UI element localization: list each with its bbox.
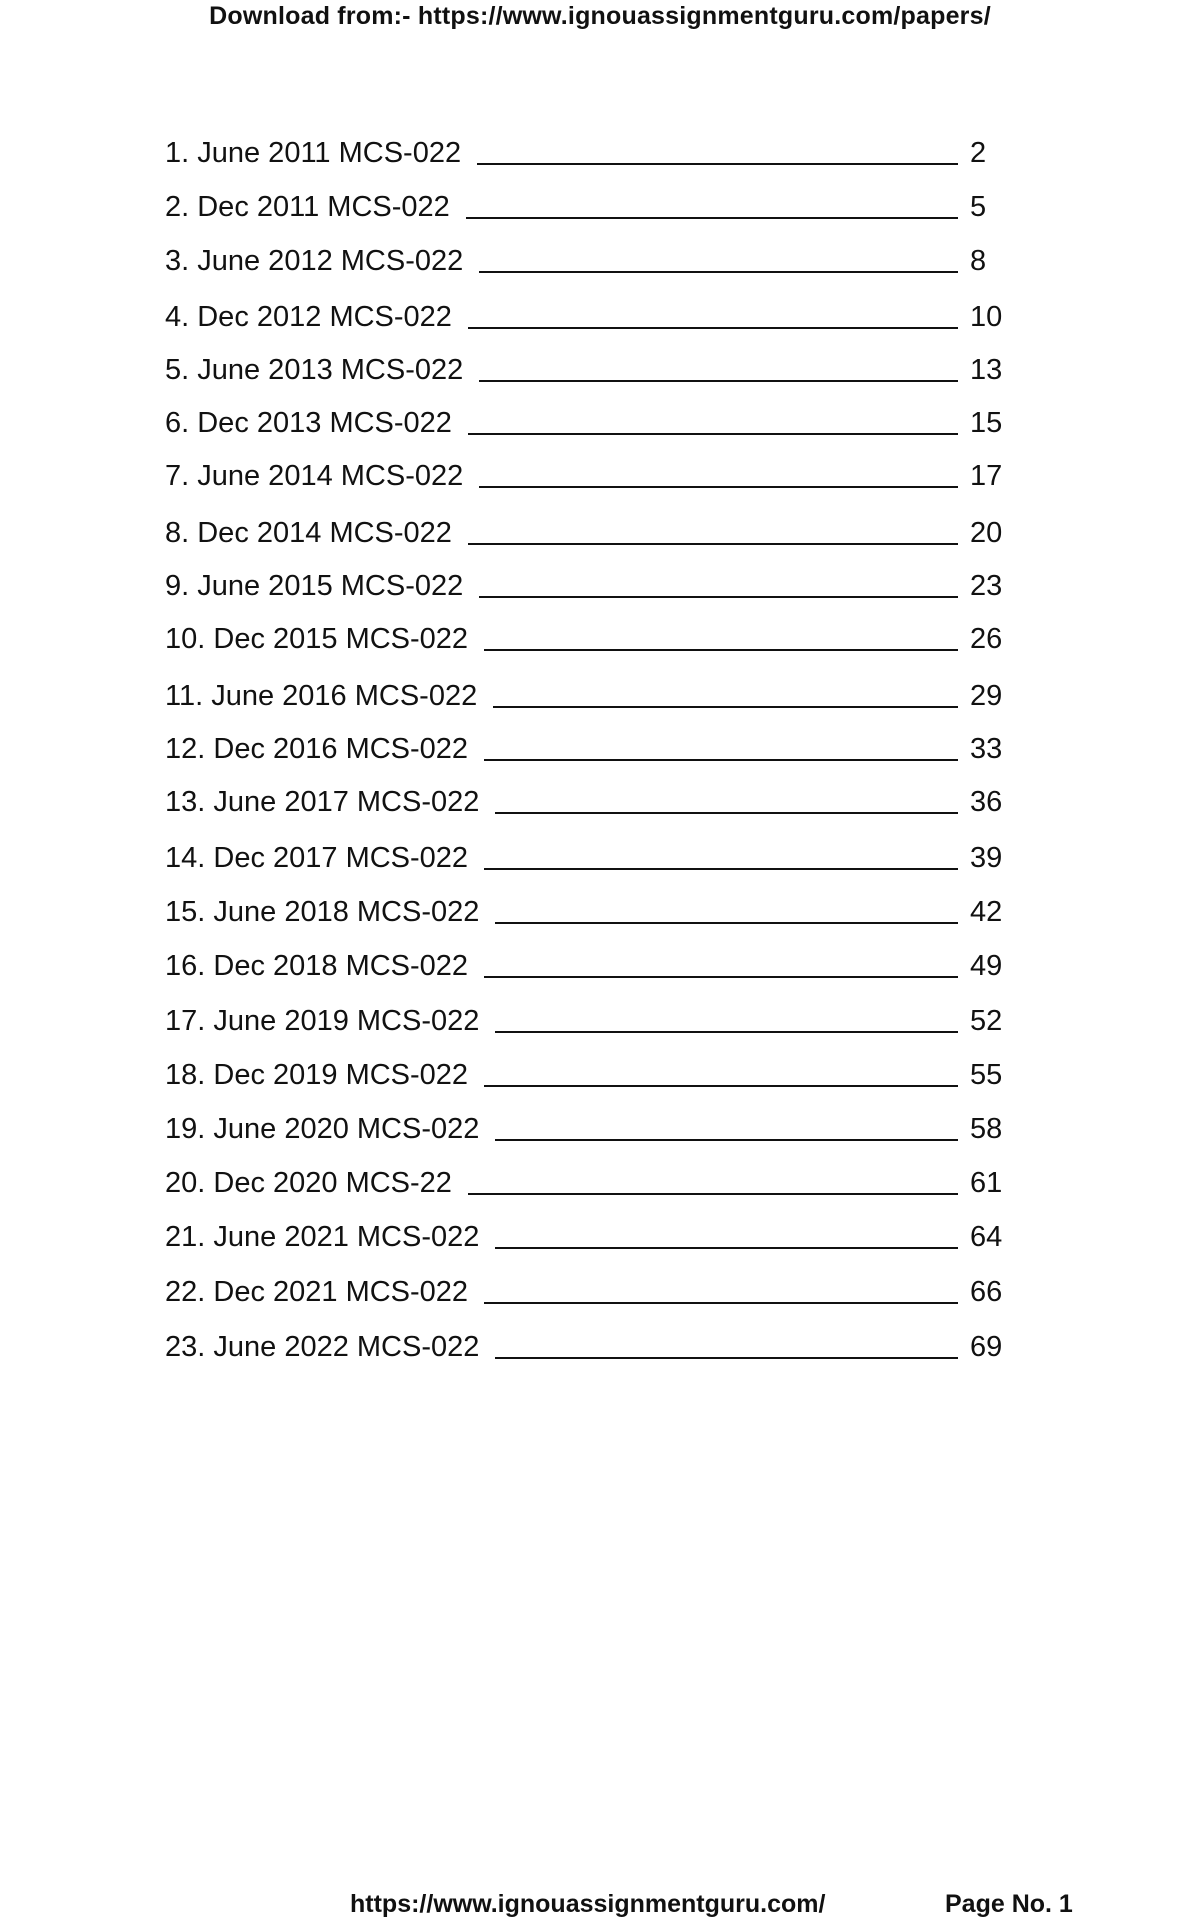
toc-entry-page: 5 (970, 191, 987, 223)
toc-entry[interactable] (165, 779, 1020, 819)
toc-leader-line (484, 759, 958, 761)
toc-entry[interactable] (165, 1324, 1020, 1364)
page-footer (0, 1890, 1200, 1920)
toc-entry[interactable] (165, 835, 1020, 875)
toc-entry[interactable] (165, 238, 1020, 278)
toc-entry-page: 49 (970, 950, 1003, 982)
toc-entry-label: 13. June 2017 MCS-022 (165, 786, 480, 818)
toc-entry-page: 2 (970, 137, 987, 169)
toc-entry-page: 69 (970, 1331, 1003, 1363)
toc-leader-line (484, 976, 958, 978)
toc-entry-label: 18. Dec 2019 MCS-022 (165, 1059, 469, 1091)
toc-entry-label: 15. June 2018 MCS-022 (165, 896, 480, 928)
toc-leader-line (468, 1193, 958, 1195)
toc-entry-page: 33 (970, 733, 1003, 765)
toc-entry-label: 5. June 2013 MCS-022 (165, 354, 464, 386)
toc-leader-line (468, 433, 958, 435)
toc-entry-label: 6. Dec 2013 MCS-022 (165, 407, 452, 439)
toc-leader-line (484, 649, 958, 651)
toc-entry[interactable] (165, 673, 1020, 713)
toc-leader-line (479, 596, 958, 598)
toc-leader-line (484, 868, 958, 870)
toc-entry-page: 23 (970, 570, 1003, 602)
toc-leader-line (477, 163, 958, 165)
toc-entry[interactable] (165, 1052, 1020, 1092)
toc-entry-page: 29 (970, 680, 1003, 712)
toc-entry-label: 22. Dec 2021 MCS-022 (165, 1276, 469, 1308)
toc-entry-label: 21. June 2021 MCS-022 (165, 1221, 480, 1253)
toc-entry-page: 66 (970, 1276, 1003, 1308)
header-download-link[interactable]: Download from:- https://www.ignouassignmentguru.com/papers/ (209, 2, 991, 30)
toc-entry[interactable] (165, 1160, 1020, 1200)
toc-entry[interactable] (165, 563, 1020, 603)
toc-entry-page: 20 (970, 517, 1003, 549)
toc-entry-page: 58 (970, 1113, 1003, 1145)
toc-entry-page: 52 (970, 1005, 1003, 1037)
toc-entry-page: 10 (970, 301, 1003, 333)
toc-entry-page: 15 (970, 407, 1003, 439)
toc-entry[interactable] (165, 1214, 1020, 1254)
toc-leader-line (493, 706, 958, 708)
toc-entry-page: 26 (970, 623, 1003, 655)
toc-entry[interactable] (165, 616, 1020, 656)
toc-leader-line (495, 1031, 958, 1033)
toc-entry-label: 20. Dec 2020 MCS-22 (165, 1167, 452, 1199)
toc-leader-line (468, 543, 958, 545)
toc-entry-label: 12. Dec 2016 MCS-022 (165, 733, 469, 765)
toc-entry[interactable] (165, 400, 1020, 440)
toc-entry[interactable] (165, 184, 1020, 224)
toc-entry-page: 39 (970, 842, 1003, 874)
toc-entry[interactable] (165, 130, 1020, 170)
toc-entry-label: 8. Dec 2014 MCS-022 (165, 517, 452, 549)
toc-leader-line (479, 486, 958, 488)
toc-entry-label: 4. Dec 2012 MCS-022 (165, 301, 452, 333)
toc-leader-line (495, 1139, 958, 1141)
toc-entry-label: 23. June 2022 MCS-022 (165, 1331, 480, 1363)
toc-leader-line (468, 327, 958, 329)
toc-entry-page: 64 (970, 1221, 1003, 1253)
toc-entry-page: 42 (970, 896, 1003, 928)
toc-entry[interactable] (165, 294, 1020, 334)
toc-entry-label: 7. June 2014 MCS-022 (165, 460, 464, 492)
toc-leader-line (495, 922, 958, 924)
toc-entry-page: 17 (970, 460, 1003, 492)
toc-entry-label: 1. June 2011 MCS-022 (165, 137, 462, 169)
toc-entry[interactable] (165, 510, 1020, 550)
toc-leader-line (466, 217, 958, 219)
toc-entry[interactable] (165, 1269, 1020, 1309)
toc-entry[interactable] (165, 943, 1020, 983)
toc-entry[interactable] (165, 453, 1020, 493)
toc-entry-label: 10. Dec 2015 MCS-022 (165, 623, 469, 655)
toc-leader-line (495, 812, 958, 814)
toc-entry[interactable] (165, 889, 1020, 929)
toc-entry-page: 55 (970, 1059, 1003, 1091)
toc-entry-label: 16. Dec 2018 MCS-022 (165, 950, 469, 982)
toc-entry-page: 8 (970, 245, 987, 277)
toc-entry-label: 14. Dec 2017 MCS-022 (165, 842, 469, 874)
toc-entry-page: 61 (970, 1167, 1003, 1199)
toc-entry-label: 2. Dec 2011 MCS-022 (165, 191, 450, 223)
toc-leader-line (484, 1085, 958, 1087)
toc-entry-label: 11. June 2016 MCS-022 (165, 680, 478, 712)
toc-leader-line (484, 1302, 958, 1304)
toc-entry[interactable] (165, 998, 1020, 1038)
toc-leader-line (479, 380, 958, 382)
toc-entry[interactable] (165, 347, 1020, 387)
toc-entry-label: 3. June 2012 MCS-022 (165, 245, 464, 277)
footer-website-link[interactable]: https://www.ignouassignmentguru.com/ (350, 1890, 826, 1918)
toc-leader-line (495, 1357, 958, 1359)
footer-page-number: Page No. 1 (945, 1890, 1073, 1918)
toc-entry[interactable] (165, 726, 1020, 766)
toc-entry-page: 36 (970, 786, 1003, 818)
toc-leader-line (495, 1247, 958, 1249)
toc-entry[interactable] (165, 1106, 1020, 1146)
toc-leader-line (479, 271, 958, 273)
toc-entry-label: 9. June 2015 MCS-022 (165, 570, 464, 602)
toc-entry-label: 19. June 2020 MCS-022 (165, 1113, 480, 1145)
toc-entry-page: 13 (970, 354, 1003, 386)
toc-entry-label: 17. June 2019 MCS-022 (165, 1005, 480, 1037)
